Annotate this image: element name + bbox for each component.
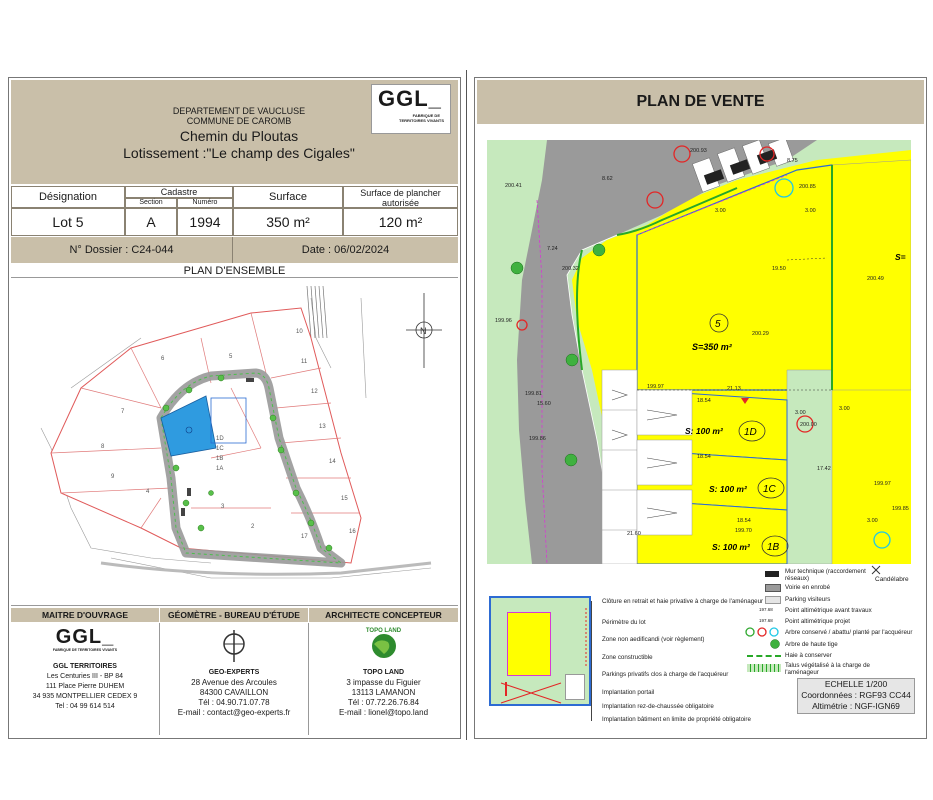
- legend-diagram-lines: [491, 598, 591, 706]
- topoland-logo-text: TOPO LAND: [365, 628, 402, 634]
- lot-label: 15: [341, 496, 348, 502]
- footer-ggl-l2: 111 Place Pierre DUHEM: [45, 683, 125, 690]
- footer-topo-name: TOPO LAND: [362, 669, 405, 676]
- lot-1c-surface: S: 100 m²: [709, 484, 747, 494]
- footer-geo-l4[interactable]: E-mail : contact@geo-experts.fr: [177, 708, 291, 717]
- lot-1c-num: 1C: [763, 484, 776, 495]
- dim-label: 3.00: [867, 518, 878, 524]
- lot-label: 7: [121, 409, 125, 415]
- legend-left-3: Zone constructible: [602, 654, 653, 661]
- dim-label: 200.00: [800, 422, 817, 428]
- dim-label: 19.50: [772, 266, 786, 272]
- dim-label: 200.85: [799, 184, 816, 190]
- legend-right-3: Point altimétrique avant travaux: [785, 607, 872, 614]
- section-value: A: [125, 208, 177, 236]
- legend-left-6: Implantation rez-de-chaussée obligatoire: [602, 703, 714, 710]
- lot-label: 4: [146, 489, 150, 495]
- plancher-value: 120 m²: [343, 208, 458, 236]
- ggl-logo-sub2: TERRITOIRES VIVANTS: [399, 118, 444, 123]
- lot-1b-surface: S: 100 m²: [712, 542, 750, 552]
- legend-left-2: Zone non aedificandi (voir règlement): [602, 636, 705, 643]
- legend-sw-parking: [765, 596, 781, 604]
- legend-hedge-line: [747, 655, 781, 657]
- lot-label: 14: [329, 459, 336, 465]
- legend-right-2: Parking visiteurs: [785, 596, 831, 603]
- legend-left-5: Implantation portail: [602, 689, 655, 696]
- plancher-label-box: [343, 186, 458, 208]
- legend-right-6: Arbre de haute tige: [785, 641, 838, 648]
- lot-label: 13: [319, 424, 326, 430]
- plancher-label-2: autorisée: [381, 198, 420, 208]
- lot-5-surface: S=350 m²: [692, 342, 732, 352]
- dim-label: 200.32: [562, 266, 579, 272]
- dim-label: 3.00: [839, 406, 850, 412]
- date: Date : 06/02/2024: [233, 237, 458, 263]
- legend-left-4: Parkings privatifs clos à charge de l'acquéreur: [602, 671, 729, 678]
- section-label: Section: [125, 198, 177, 208]
- sale-plan-map: [487, 140, 911, 564]
- lot-label: 11: [301, 359, 308, 365]
- legend-right-1: Voirie en enrobé: [785, 584, 831, 591]
- lot-label: 6: [161, 356, 165, 362]
- partial-s-label: S=: [895, 252, 906, 262]
- lot-1d-surface: S: 100 m²: [685, 426, 723, 436]
- dim-label: 17.42: [817, 466, 831, 472]
- dim-label: 18.54: [697, 454, 711, 460]
- dossier: N° Dossier : C24-044: [11, 237, 233, 263]
- legend-talus-swatch: [747, 664, 781, 672]
- footer-ggl-logo: GGL_: [55, 626, 115, 648]
- footer-col2: [160, 626, 308, 734]
- dim-label: 21.60: [627, 531, 641, 537]
- lot-label: 17: [301, 534, 308, 540]
- right-sheet: [474, 77, 927, 739]
- dim-label: 7.24: [547, 246, 558, 252]
- lot-label: 1B: [216, 456, 224, 462]
- designation-label: Désignation: [11, 186, 125, 208]
- sheet-divider: [466, 70, 467, 740]
- footer-geo-l1: 28 Avenue des Arcoules: [191, 678, 277, 687]
- lot-label: 2: [251, 524, 255, 530]
- footer-ggl-logo-sub: FABRIQUE DE TERRITOIRES VIVANTS: [52, 648, 118, 652]
- legend-candelabre: Candélabre: [875, 576, 909, 583]
- lot-label: 1D: [216, 436, 224, 442]
- scale-echelle: ECHELLE 1/200: [824, 679, 888, 689]
- lot-label: 9: [111, 474, 115, 480]
- dim-label: 199.86: [529, 436, 546, 442]
- legend-tall-tree-icon: [769, 638, 781, 650]
- legend-left-1: Périmètre du lot: [602, 619, 646, 626]
- dim-label: 200.93: [690, 148, 707, 154]
- lot-1d-num: 1D: [744, 427, 757, 438]
- dim-label: 200.41: [505, 183, 522, 189]
- footer-ggl-l3: 34 935 MONTPELLIER CEDEX 9: [32, 693, 138, 700]
- footer-topo-l3: Tél : 07.72.26.76.84: [347, 698, 420, 707]
- lot-5-num: 5: [715, 319, 721, 330]
- header-dept: DEPARTEMENT DE VAUCLUSE: [172, 106, 306, 116]
- ggl-logo: GGL_: [378, 86, 442, 111]
- footer-geo-l2: 84300 CAVAILLON: [199, 688, 269, 697]
- legend-diagram: [489, 596, 591, 706]
- legend-right-8: Talus végétalisé à la charge de l'aménageur: [785, 662, 870, 676]
- plan-ensemble-title: PLAN D'ENSEMBLE: [11, 264, 458, 278]
- left-sheet: [8, 77, 461, 739]
- footer-col2-title: GÉOMÈTRE - BUREAU D'ÉTUDE: [160, 608, 308, 622]
- legend-left-0: Clôture en retrait et haie privative à charge de l'aménageur: [602, 598, 764, 605]
- dim-label: 18.54: [737, 518, 751, 524]
- dim-label: 3.00: [805, 208, 816, 214]
- legend-tree-circles-icon: [745, 626, 783, 638]
- header-commune: COMMUNE DE CAROMB: [186, 116, 292, 126]
- legend-pt-before: 197.68: [759, 607, 773, 612]
- footer-topo-l2: 13113 LAMANON: [351, 688, 416, 697]
- dim-label: 199.97: [874, 481, 891, 487]
- scale-coord: Coordonnées : RGF93 CC44: [801, 690, 911, 700]
- footer-ggl-l4: Tel : 04 99 614 514: [55, 703, 115, 710]
- dim-label: 200.49: [867, 276, 884, 282]
- plan-vente-title: PLAN DE VENTE: [477, 80, 924, 124]
- footer-topo-l4[interactable]: E-mail : lionel@topo.land: [338, 708, 429, 717]
- numero-label: Numéro: [177, 198, 233, 208]
- legend-sw-voirie: [765, 584, 781, 592]
- footer-col3-title: ARCHITECTE CONCEPTEUR: [309, 608, 458, 622]
- lot-label: 1A: [216, 466, 224, 472]
- footer-col1: [11, 626, 159, 734]
- header-road: Chemin du Ploutas: [179, 128, 299, 144]
- legend-left-arrows: [591, 601, 602, 721]
- dim-label: 199.85: [892, 506, 909, 512]
- lot-label: 3: [221, 504, 225, 510]
- footer-col1-title: MAITRE D'OUVRAGE: [11, 608, 159, 622]
- dim-label: 199.70: [735, 528, 752, 534]
- surface-value: 350 m²: [233, 208, 343, 236]
- footer-col3: [309, 626, 458, 734]
- lot-label: 1C: [216, 446, 224, 452]
- designation-value: Lot 5: [11, 208, 125, 236]
- legend-pt-after: 197.68: [759, 618, 773, 623]
- dim-label: 18.54: [697, 398, 711, 404]
- legend-right-0: Mur technique (raccordement réseaux): [785, 568, 866, 582]
- cadastre-label: Cadastre: [125, 186, 233, 198]
- legend-right-5: Arbre conservé / abattu/ planté par l'acquéreur: [785, 629, 913, 636]
- legend-right-7: Haie à conserver: [785, 652, 832, 659]
- site-plan: [11, 278, 458, 603]
- dim-label: 199.97: [647, 384, 664, 390]
- footer-ggl-name: GGL TERRITOIRES: [53, 663, 117, 670]
- north-label: N: [420, 326, 427, 336]
- lot-1b-num: 1B: [767, 542, 780, 553]
- footer-topo-l1: 3 impasse du Figuier: [346, 678, 421, 687]
- dim-label: 3.00: [715, 208, 726, 214]
- footer-ggl-l1: Les Centuries III - BP 84: [46, 673, 124, 680]
- geo-experts-logo-icon: [222, 630, 246, 662]
- footer-divider: [11, 605, 458, 606]
- legend-left-7: Implantation bâtiment en limite de propriété obligatoire: [602, 716, 751, 723]
- dim-label: 8.62: [602, 176, 613, 182]
- lot-label: 12: [311, 389, 318, 395]
- footer-geo-name: GEO-EXPERTS: [208, 669, 260, 676]
- lot-label: 16: [349, 529, 356, 535]
- dim-label: 3.00: [795, 410, 806, 416]
- footer-geo-l3: Tél : 04.90.71.07.78: [198, 698, 270, 707]
- scale-alti: Altimétrie : NGF-IGN69: [812, 701, 900, 711]
- lot-label: 10: [296, 329, 303, 335]
- candelabre-icon: [870, 564, 882, 576]
- lot-label: 8: [101, 444, 105, 450]
- scale-box: [797, 678, 915, 714]
- ggl-logo-sub1: FABRIQUE DE: [412, 113, 440, 118]
- dim-label: 21.13: [727, 386, 741, 392]
- lot-label: 5: [229, 354, 233, 360]
- legend-right-4: Point altimétrique projet: [785, 618, 851, 625]
- dim-label: 8.75: [787, 158, 798, 164]
- dim-label: 199.96: [495, 318, 512, 324]
- header-lotissement: Lotissement :"Le champ des Cigales": [123, 145, 355, 161]
- dim-label: 200.29: [752, 331, 769, 337]
- dim-label: 15.60: [537, 401, 551, 407]
- dim-label: 199.81: [525, 391, 542, 397]
- ggl-logo-box: [371, 84, 451, 134]
- legend-sw-mur: [765, 571, 779, 577]
- plancher-label-1: Surface de plancher: [360, 188, 441, 198]
- numero-value: 1994: [177, 208, 233, 236]
- topoland-logo-box: [366, 628, 402, 660]
- surface-label: Surface: [233, 186, 343, 208]
